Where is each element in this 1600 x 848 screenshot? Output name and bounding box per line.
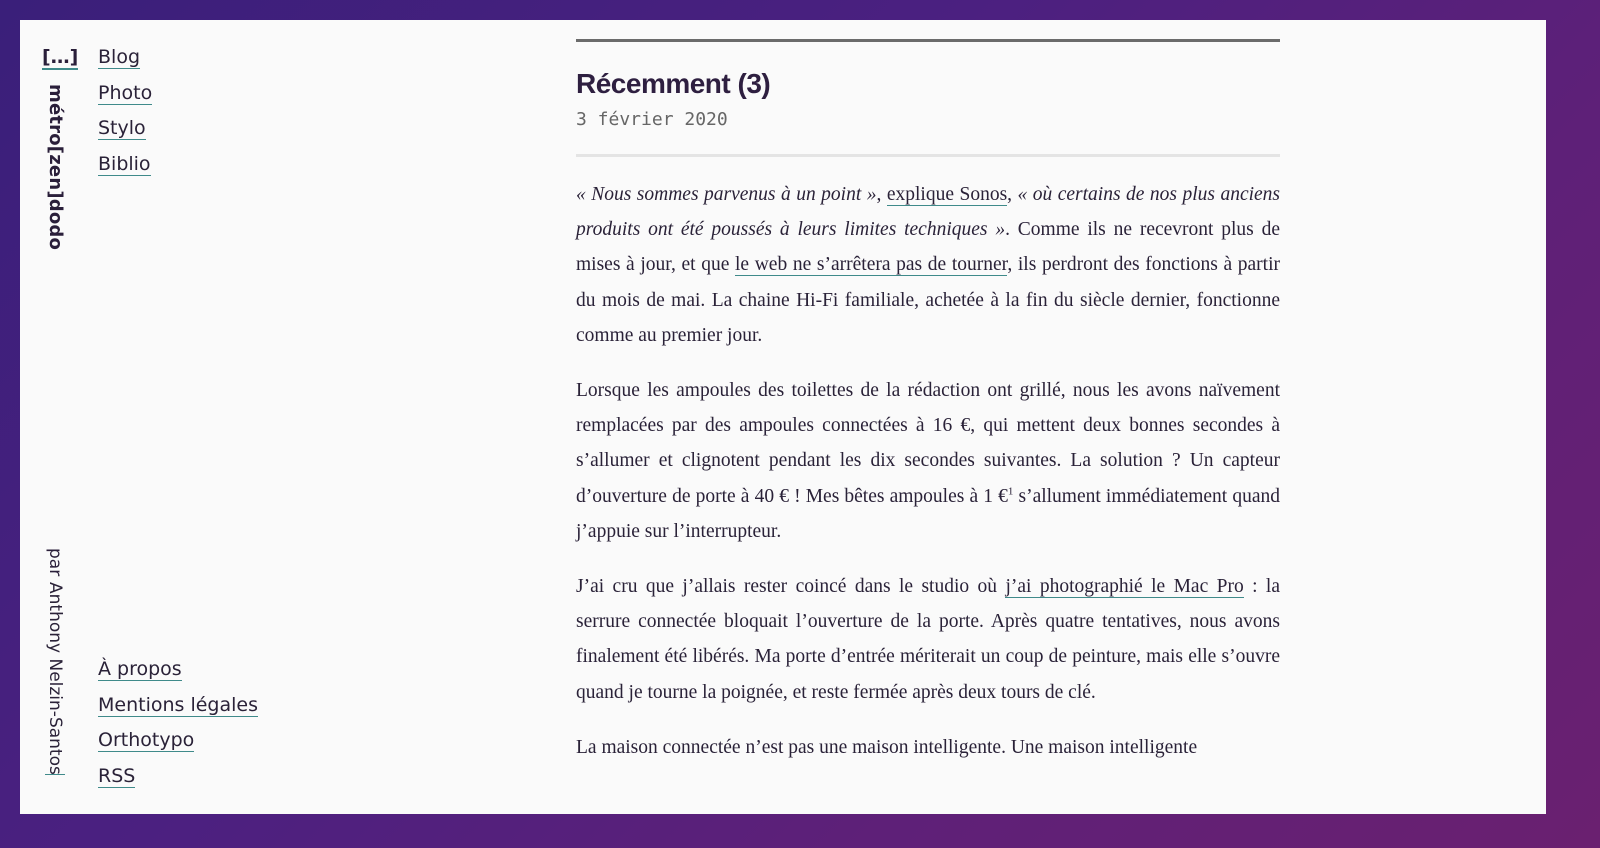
text: J’ai cru que j’allais rester coincé dans le studio où [576, 576, 1006, 598]
top-divider [576, 39, 1280, 42]
text: . Comme ils ne recevront plus de mises à jour, et que [576, 219, 1280, 276]
quote: « Nous sommes parvenus à un point » [576, 184, 877, 205]
header-divider [576, 154, 1280, 157]
main-nav [98, 46, 152, 188]
paragraph [576, 373, 1280, 549]
paragraph [576, 730, 1280, 765]
post-body [576, 177, 1280, 765]
article [576, 39, 1280, 785]
text: , ils perdront des fonctions à partir du mois de mai. La chaine Hi-Fi familiale, achetée à la fin du siècle dernier, fonctionne comme au premier jour. [576, 254, 1281, 346]
byline [45, 548, 65, 775]
text: , [876, 184, 887, 205]
text: , [1007, 184, 1018, 205]
text: : la serrure connectée bloquait l’ouverture de la porte. Après quatre tentatives, nous avons finalement été libérés. Ma porte d’entrée mériterait un coup de peinture, mais elle s’ouvre quand je tourne la poignée, et reste fermée après deux tours de clé. [576, 576, 1281, 703]
logo-link[interactable]: […] [42, 46, 79, 68]
link-mac-pro[interactable]: j’ai photographié le Mac Pro [1005, 576, 1244, 598]
text: Lorsque les ampoules des toilettes de la rédaction ont grillé, nous les avons naïvement remplacées par des ampoules connectées à 16 €, qui mettent deux bonnes secondes à s’allumer et clignotent pendant les dix secondes suivantes. La solution ? Un capteur d’ouverture de porte à 40 € ! Mes bêtes ampoules à 1 € [576, 380, 1280, 507]
link-explique-sonos[interactable]: explique Sonos [886, 184, 1008, 205]
quote: « où certains de nos plus anciens produits ont été poussés à leurs limites techniques » [576, 184, 1281, 241]
paragraph [576, 177, 1280, 353]
nav-stylo[interactable]: Stylo [98, 117, 146, 139]
nav-rss[interactable]: RSS [98, 764, 136, 787]
footer-nav [98, 658, 258, 800]
nav-a-propos[interactable]: À propos [98, 658, 182, 680]
post-date: 3 février 2020 [576, 109, 728, 130]
text: s’allument immédiatement quand j’appuie sur l’interrupteur. [576, 485, 1280, 542]
footnote-ref[interactable]: 1 [1007, 485, 1014, 498]
nav-orthotypo[interactable]: Orthotypo [98, 729, 195, 751]
nav-photo[interactable]: Photo [98, 81, 153, 104]
paragraph [576, 569, 1280, 710]
site-name: métro[zen]dodo [45, 84, 66, 251]
text: La maison connectée n’est pas une maison intelligente. Une maison intelligente [576, 736, 1198, 758]
page [20, 20, 1546, 814]
nav-blog[interactable]: Blog [98, 46, 140, 68]
nav-biblio[interactable]: Biblio [98, 152, 151, 175]
nav-mentions-legales[interactable]: Mentions légales [98, 693, 258, 716]
author-link[interactable]: Anthony Nelzin-Santos [45, 581, 65, 775]
site-logo[interactable] [42, 46, 78, 68]
link-web[interactable]: le web ne s’arrêtera pas de tourner [735, 254, 1008, 276]
post-title: Récemment (3) [576, 68, 771, 99]
byline-prefix: par [45, 548, 65, 582]
